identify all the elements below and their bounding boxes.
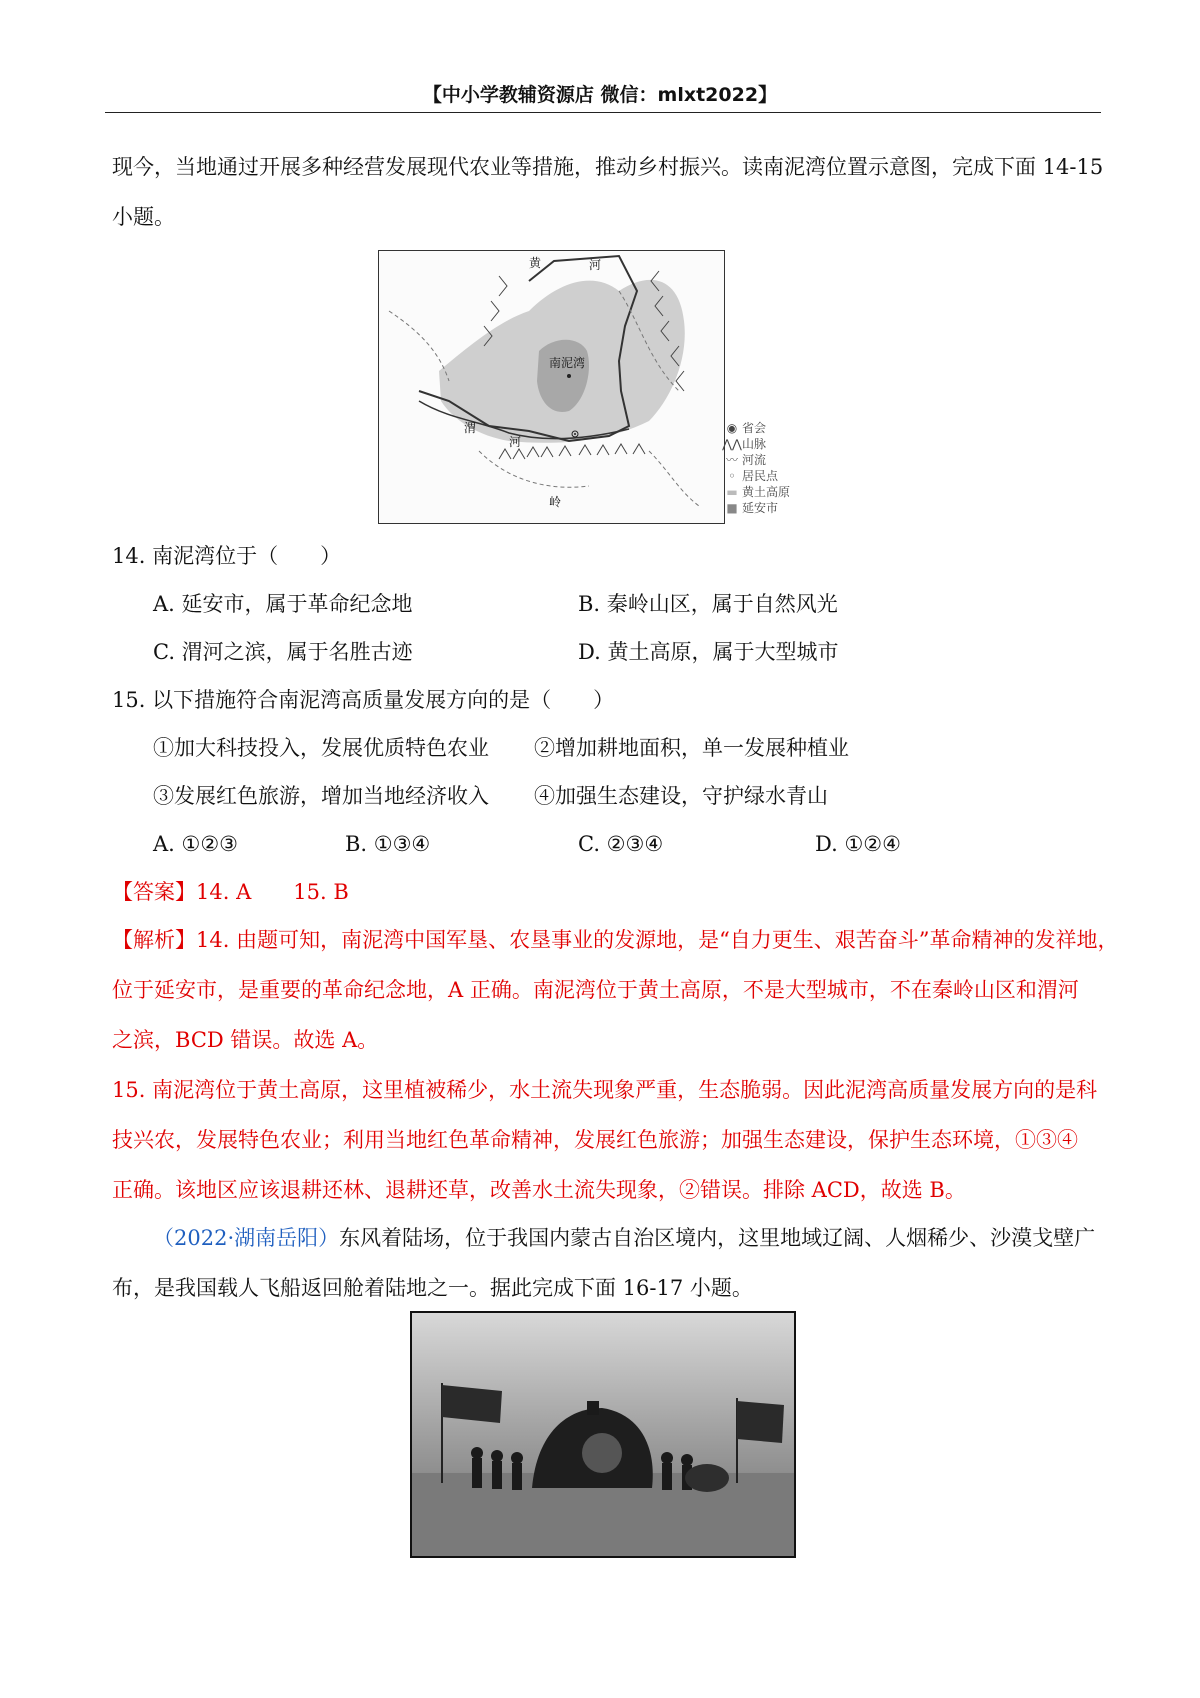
q14-option-d: D. 黄土高原，属于大型城市 — [578, 640, 839, 664]
legend-river: 〰 河流 — [722, 452, 812, 468]
legend-capital: ◉ 省会 — [722, 420, 812, 436]
intro-line-2: 小题。 — [112, 205, 175, 229]
analysis-line-6: 正确。该地区应该退耕还林、退耕还草，改善水土流失现象，②错误。排除 ACD，故选 B。 — [112, 1178, 966, 1202]
map-label-he: 河 — [589, 258, 602, 272]
q15-stem: 15. 以下措施符合南泥湾高质量发展方向的是（ ） — [112, 688, 615, 712]
q15-statement-4: ④加强生态建设，守护绿水青山 — [534, 784, 828, 808]
q14-stem: 14. 南泥湾位于（ ） — [112, 544, 342, 568]
answer-label: 【答案】 — [112, 880, 196, 904]
page-header: 【中小学教辅资源店 微信：mlxt2022】 — [422, 84, 778, 106]
settlement-icon: ◦ — [728, 469, 736, 483]
map-label-ling: 岭 — [549, 495, 562, 509]
analysis-line-2: 位于延安市，是重要的革命纪念地，A 正确。南泥湾位于黄土高原，不是大型城市，不在秦岭山区和渭河 — [112, 978, 1079, 1002]
q15-option-d: D. ①②④ — [815, 832, 901, 856]
answer-15: 15. B — [293, 880, 349, 904]
question-source: （2022·湖南岳阳） — [153, 1226, 340, 1250]
yanan-city-icon: ■ — [726, 501, 738, 515]
q15-statement-3: ③发展红色旅游，增加当地经济收入 — [153, 784, 489, 808]
header-rule — [105, 112, 1101, 113]
next-intro-line-1: （2022·湖南岳阳）东风着陆场，位于我国内蒙古自治区境内，这里地域辽阔、人烟稀少、沙漠戈壁广 — [153, 1226, 1096, 1250]
analysis-line-3: 之滨，BCD 错误。故选 A。 — [112, 1028, 379, 1052]
q14-option-c: C. 渭河之滨，属于名胜古迹 — [153, 640, 413, 664]
analysis-line-5: 技兴农，发展特色农业；利用当地红色革命精神，发展红色旅游；加强生态建设，保护生态环境，①③④ — [112, 1128, 1078, 1152]
legend-mountain: ⋀⋀山脉 — [722, 437, 767, 451]
river-icon: 〰 — [725, 453, 738, 467]
map-legend — [722, 420, 812, 522]
next-intro-line-2: 布，是我国载人飞船返回舱着陆地之一。据此完成下面 16-17 小题。 — [112, 1276, 753, 1300]
map-label-wei: 渭 — [464, 421, 477, 435]
nanniwan-location-map — [378, 250, 725, 524]
q15-option-b: B. ①③④ — [345, 832, 431, 856]
legend-yanan-city: ■ 延安市 — [722, 500, 812, 516]
q15-statement-1: ①加大科技投入，发展优质特色农业 — [153, 736, 489, 760]
q15-option-a: A. ①②③ — [153, 832, 238, 856]
mountain-icon: ⋀⋀ — [722, 437, 742, 451]
map-label-he2: 河 — [509, 435, 522, 449]
q15-statement-2: ②增加耕地面积，单一发展种植业 — [534, 736, 849, 760]
q14-option-a: A. 延安市，属于革命纪念地 — [153, 592, 413, 616]
map-drawing — [379, 251, 724, 523]
landing-site-photo — [410, 1311, 796, 1558]
loess-plateau-icon: ▬ — [726, 485, 738, 499]
intro-line-1: 现今，当地通过开展多种经营发展现代农业等措施，推动乡村振兴。读南泥湾位置示意图，完成下面 14-15 — [112, 155, 1104, 179]
analysis-line-4: 15. 南泥湾位于黄土高原，这里植被稀少，水土流失现象严重，生态脆弱。因此泥湾高质量发展方向的是科 — [112, 1078, 1098, 1102]
answer-line — [112, 877, 349, 907]
analysis-label: 【解析】 — [112, 928, 196, 952]
answer-14: 14. A — [196, 880, 252, 904]
map-label-nanniwan: 南泥湾 — [549, 356, 586, 370]
q15-option-c: C. ②③④ — [578, 832, 664, 856]
map-label-huang: 黄 — [529, 256, 542, 270]
q14-option-b: B. 秦岭山区，属于自然风光 — [578, 592, 838, 616]
legend-loess-plateau: ▬ 黄土高原 — [722, 484, 812, 500]
capital-icon: ◉ — [726, 421, 738, 435]
analysis-line-1: 【解析】14. 由题可知，南泥湾中国军垦、农垦事业的发源地，是“自力更生、艰苦奋斗”革命精神的发祥地， — [112, 928, 1119, 952]
landing-photo-drawing — [412, 1313, 794, 1556]
legend-settlement: ◦ 居民点 — [722, 468, 812, 484]
